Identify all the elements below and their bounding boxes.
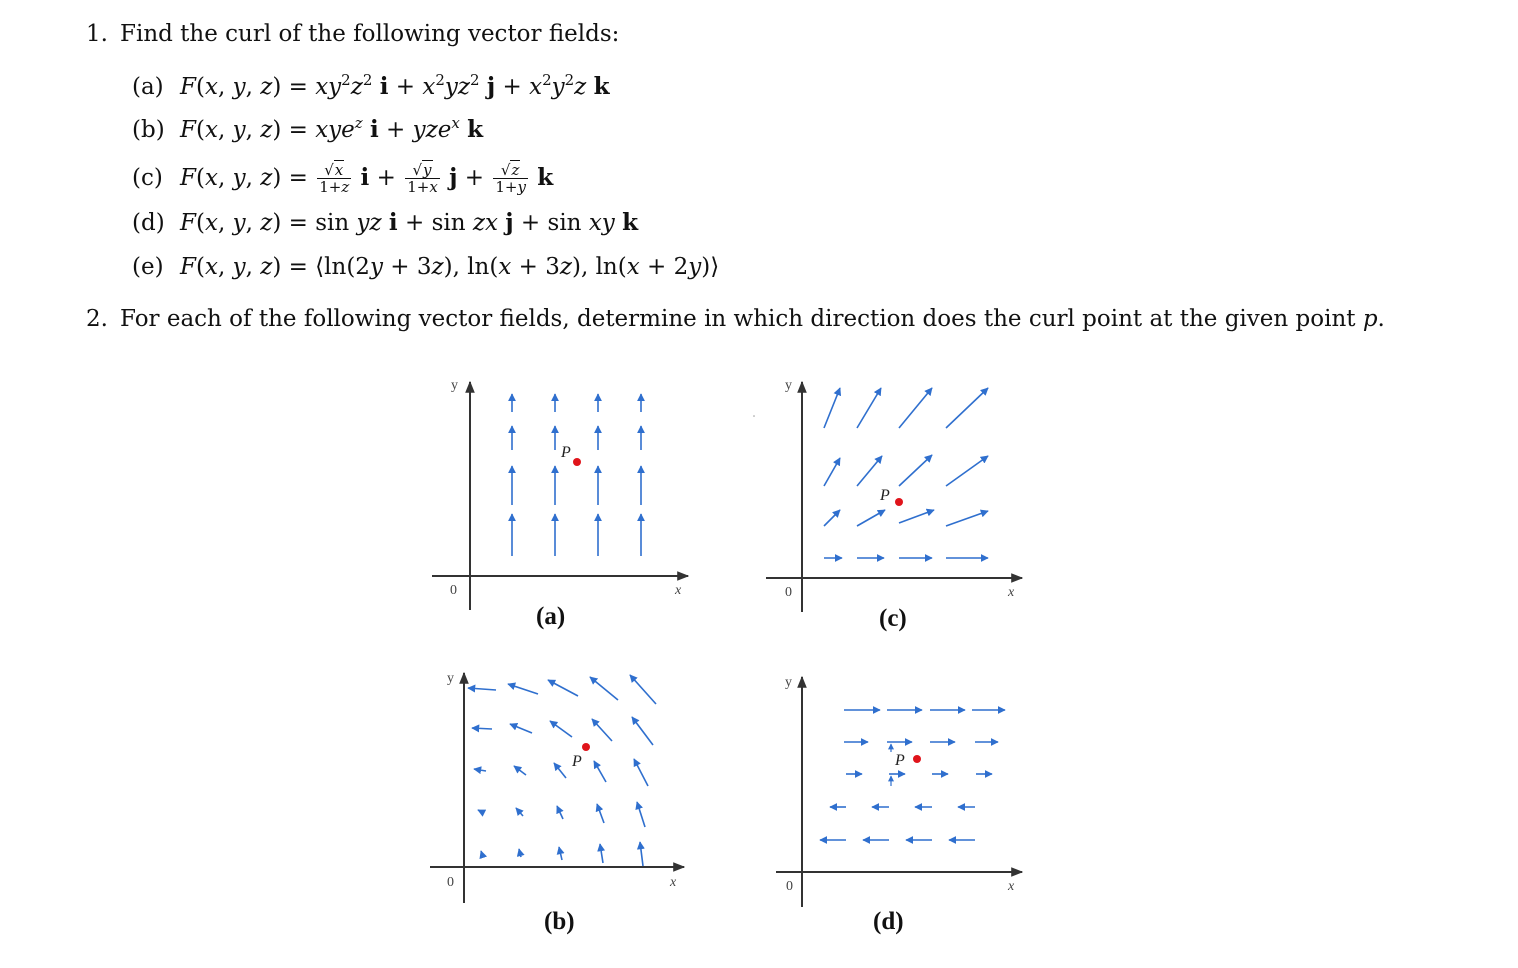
- figure-b-arrow: [478, 810, 482, 812]
- figure-a-origin: 0: [450, 583, 457, 598]
- figure-c-arrow: [857, 510, 885, 526]
- figure-b-arrow: [550, 721, 572, 737]
- q1-part-d-formula: F(x, y, z) = sin yz i + sin zx j + sin xy k: [180, 209, 639, 236]
- figure-b-arrow: [468, 688, 496, 690]
- q1-part-b-formula: F(x, y, z) = xye$^z$ i + yze$^x$ k: [180, 114, 484, 143]
- q1-part-c-formula: F(x, y, z) = $\frac{√x}{1+z}$ i + $\frac{√y}{1+x}$ j + $\frac{√z}{1+y}$ k: [180, 161, 554, 196]
- figure-c-arrow: [824, 510, 840, 526]
- figure-b-arrow: [600, 844, 603, 863]
- q1-part-a-formula: F(x, y, $z) = xy^2z^2$ $i + x^2yz^2$ $j + x^2y^2z$ k: [180, 71, 610, 100]
- figure-c-arrow: [899, 455, 932, 486]
- figure-c-point-label: P: [880, 487, 890, 504]
- question-2-number: 2.: [86, 306, 108, 332]
- figure-b-arrow: [474, 769, 486, 771]
- figure-c-arrow: [946, 388, 988, 428]
- figure-b-arrow: [590, 677, 618, 700]
- figure-d-x-label: x: [1008, 879, 1015, 894]
- figure-b-arrow: [481, 851, 482, 854]
- figure-b-arrow: [559, 847, 562, 860]
- q1-part-e-label: (e): [132, 254, 164, 280]
- figure-c-origin: 0: [785, 585, 792, 600]
- figure-c-arrow: [857, 456, 882, 486]
- figure-d-point-label: P: [895, 752, 905, 769]
- figure-b-arrow: [472, 728, 492, 729]
- figure-d: [776, 675, 1022, 935]
- figure-d-y-label: y: [785, 675, 792, 690]
- figure-c-arrow: [824, 388, 840, 428]
- figure-b-point-label: P: [572, 753, 582, 770]
- question-1-text: Find the curl of the following vector fields:: [120, 21, 620, 47]
- figure-d-origin: 0: [786, 879, 793, 894]
- figure-a-caption: (a): [536, 603, 566, 630]
- figure-b-x-label: x: [670, 875, 677, 890]
- figure-b-arrow: [510, 724, 532, 733]
- figure-b-arrow: [594, 761, 606, 782]
- point-variable: p: [1362, 306, 1378, 332]
- figure-b-arrow: [514, 766, 526, 775]
- figure-d-caption: (d): [873, 908, 904, 935]
- figure-b-arrow: [632, 717, 653, 745]
- figure-c: [753, 378, 1022, 632]
- figure-b: [430, 671, 684, 935]
- figure-b-arrow: [634, 759, 648, 786]
- figure-b-arrow: [548, 680, 578, 696]
- figure-b-origin: 0: [447, 875, 454, 890]
- figure-c-arrow: [899, 510, 934, 523]
- figure-b-arrow: [592, 719, 612, 741]
- figure-b-arrow: [640, 842, 643, 866]
- figure-a-y-label: y: [451, 378, 458, 393]
- figure-b-arrow: [554, 763, 566, 778]
- figure-b-arrow: [597, 804, 604, 823]
- figure-c-arrow: [946, 511, 988, 526]
- figure-b-arrow: [519, 849, 521, 857]
- figure-c-arrow: [946, 456, 988, 486]
- figure-c-point: [895, 498, 903, 506]
- figure-b-y-label: y: [447, 671, 454, 686]
- q1-part-e-formula: F(x, y, z) = ⟨ln(2y + 3z), ln(x + 3z), ln(x + 2y)⟩: [180, 254, 720, 280]
- figure-d-point: [913, 755, 921, 763]
- figure-a-point: [573, 458, 581, 466]
- q1-part-b-label: (b): [132, 117, 165, 143]
- figure-a-point-label: P: [561, 444, 571, 461]
- figure-b-arrow: [516, 808, 523, 816]
- figure-c-arrow: [824, 458, 840, 486]
- figure-c-caption: (c): [879, 605, 907, 632]
- figure-a: [432, 378, 688, 630]
- question-2-text: For each of the following vector fields, determine in which direction does the curl point at the given point p.: [120, 306, 1385, 332]
- q1-part-a-label: (a): [132, 74, 164, 100]
- figure-b-arrow: [557, 806, 563, 819]
- figure-c-arrow: [899, 388, 932, 428]
- figure-b-arrow: [637, 802, 645, 827]
- figure-b-point: [582, 743, 590, 751]
- figure-b-arrow: [508, 684, 538, 694]
- figure-c-x-label: x: [1008, 585, 1015, 600]
- figure-b-caption: (b): [544, 908, 575, 935]
- figure-c-arrow: [857, 388, 881, 428]
- figure-b-arrow: [630, 675, 656, 704]
- q1-part-c-label: (c): [132, 164, 163, 191]
- question-1-number: 1.: [86, 21, 108, 47]
- q1-part-d-label: (d): [132, 210, 165, 236]
- figure-a-x-label: x: [675, 583, 682, 598]
- figure-c-y-label: y: [785, 378, 792, 393]
